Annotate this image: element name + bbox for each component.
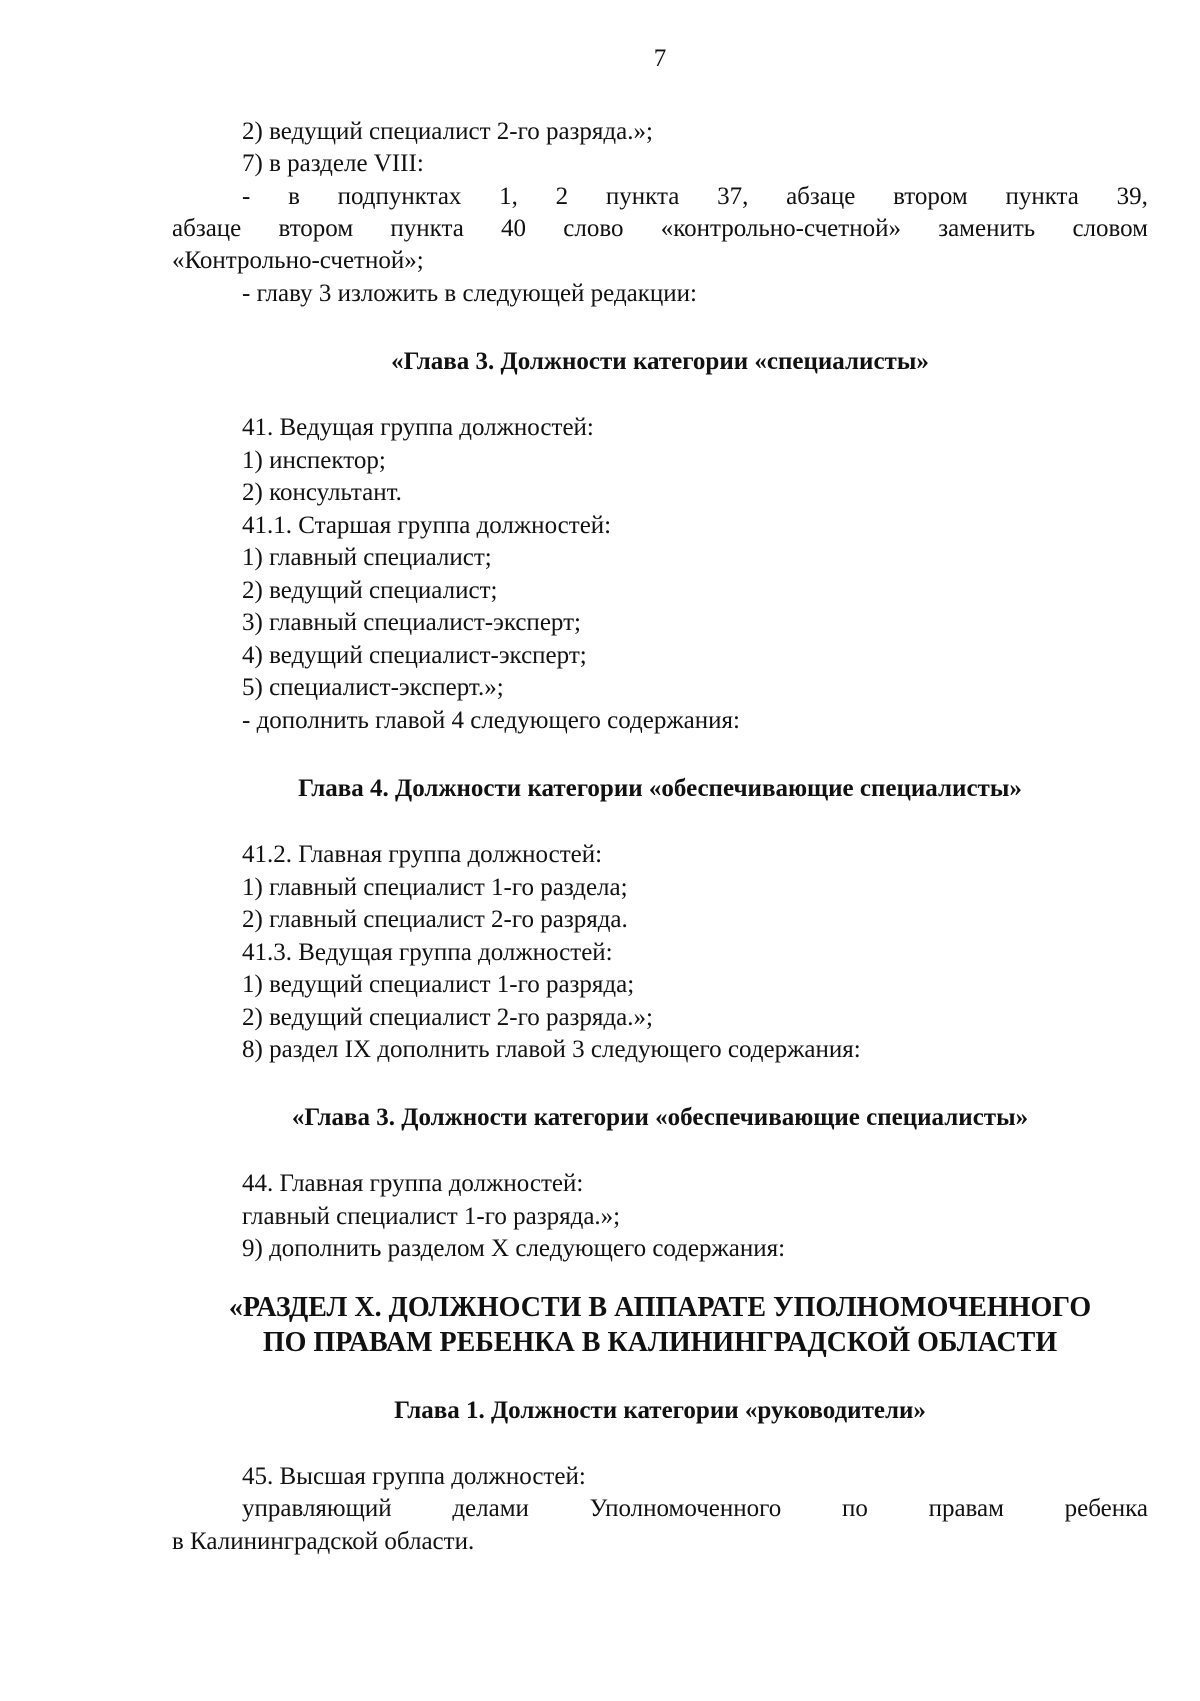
text-line: 1) главный специалист 1-го раздела; xyxy=(242,874,628,901)
text-line: 8) раздел IX дополнить главой 3 следующего содержания: xyxy=(242,1036,861,1063)
word: 39, xyxy=(1116,183,1148,210)
word: абзаце xyxy=(786,183,856,210)
chapter-heading: Глава 1. Должности категории «руководители» xyxy=(394,1397,926,1424)
text-line: 41.3. Ведущая группа должностей: xyxy=(242,939,613,966)
text-line: 9) дополнить разделом X следующего содержания: xyxy=(242,1235,786,1262)
word: словом xyxy=(1072,215,1148,242)
justified-line-3 xyxy=(242,181,1148,213)
word: втором xyxy=(893,183,968,210)
text-line: 2) ведущий специалист 2-го разряда.»; xyxy=(242,118,653,145)
chapter-heading: «Глава 3. Должности категории «обеспечивающие специалисты» xyxy=(291,1104,1029,1131)
text-line: 41.1. Старшая группа должностей: xyxy=(242,512,612,539)
word: делами xyxy=(452,1495,529,1522)
text-line: главный специалист 1-го разряда.»; xyxy=(242,1203,621,1230)
word: пункта xyxy=(1005,183,1079,210)
word: втором xyxy=(278,215,354,242)
text-line: 2) главный специалист 2-го разряда. xyxy=(242,906,628,933)
text-line: 41. Ведущая группа должностей: xyxy=(242,414,594,441)
word: заменить xyxy=(938,215,1036,242)
text-line: 5) специалист-эксперт.»; xyxy=(242,674,504,701)
text-line: 45. Высшая группа должностей: xyxy=(242,1463,586,1490)
text-line: - главу 3 изложить в следующей редакции: xyxy=(242,280,697,307)
word: управляющий xyxy=(242,1495,392,1522)
word: по xyxy=(841,1495,868,1522)
word: 40 xyxy=(501,215,527,242)
text-line: 41.2. Главная группа должностей: xyxy=(242,841,603,868)
word: пункта xyxy=(390,215,464,242)
text-line: 1) главный специалист; xyxy=(242,544,492,571)
word: ребенка xyxy=(1064,1495,1148,1522)
word: Уполномоченного xyxy=(589,1495,782,1522)
justified-line-28 xyxy=(242,1493,1148,1525)
text-line: 4) ведущий специалист-эксперт; xyxy=(242,642,587,669)
text-line: 44. Главная группа должностей: xyxy=(242,1170,584,1197)
word: 2 xyxy=(555,183,569,210)
word: 37, xyxy=(717,183,749,210)
text-line: в Калининградской области. xyxy=(172,1528,475,1555)
word: «контрольно-счетной» xyxy=(660,215,901,242)
text-line: 1) инспектор; xyxy=(242,447,386,474)
chapter-heading: Глава 4. Должности категории «обеспечивающие специалисты» xyxy=(298,775,1022,802)
text-line: 1) ведущий специалист 1-го разряда; xyxy=(242,971,635,998)
word: правам xyxy=(928,1495,1004,1522)
text-line: 7) в разделе VIII: xyxy=(242,150,424,177)
word: абзаце xyxy=(172,215,242,242)
word: слово xyxy=(563,215,624,242)
text-line: - дополнить главой 4 следующего содержания: xyxy=(242,707,740,734)
justified-line-4 xyxy=(172,213,1148,245)
chapter-heading: «Глава 3. Должности категории «специалисты» xyxy=(391,348,929,375)
text-line: 3) главный специалист-эксперт; xyxy=(242,609,581,636)
word: в xyxy=(288,183,300,210)
word: пункта xyxy=(605,183,680,210)
section-heading-line-1: «РАЗДЕЛ X. ДОЛЖНОСТИ В АППАРАТЕ УПОЛНОМОЧЕННОГО xyxy=(228,1292,1092,1323)
text-line: 2) консультант. xyxy=(242,479,402,506)
text-line: «Контрольно-счетной»; xyxy=(172,247,424,274)
word: - xyxy=(242,183,251,210)
word: 1, xyxy=(499,183,518,210)
section-heading-line-2: ПО ПРАВАМ РЕБЕНКА В КАЛИНИНГРАДСКОЙ ОБЛАСТИ xyxy=(262,1327,1058,1358)
page-number: 7 xyxy=(653,45,667,72)
text-line: 2) ведущий специалист; xyxy=(242,577,498,604)
text-line: 2) ведущий специалист 2-го разряда.»; xyxy=(242,1004,653,1031)
word: подпунктах xyxy=(337,183,462,210)
